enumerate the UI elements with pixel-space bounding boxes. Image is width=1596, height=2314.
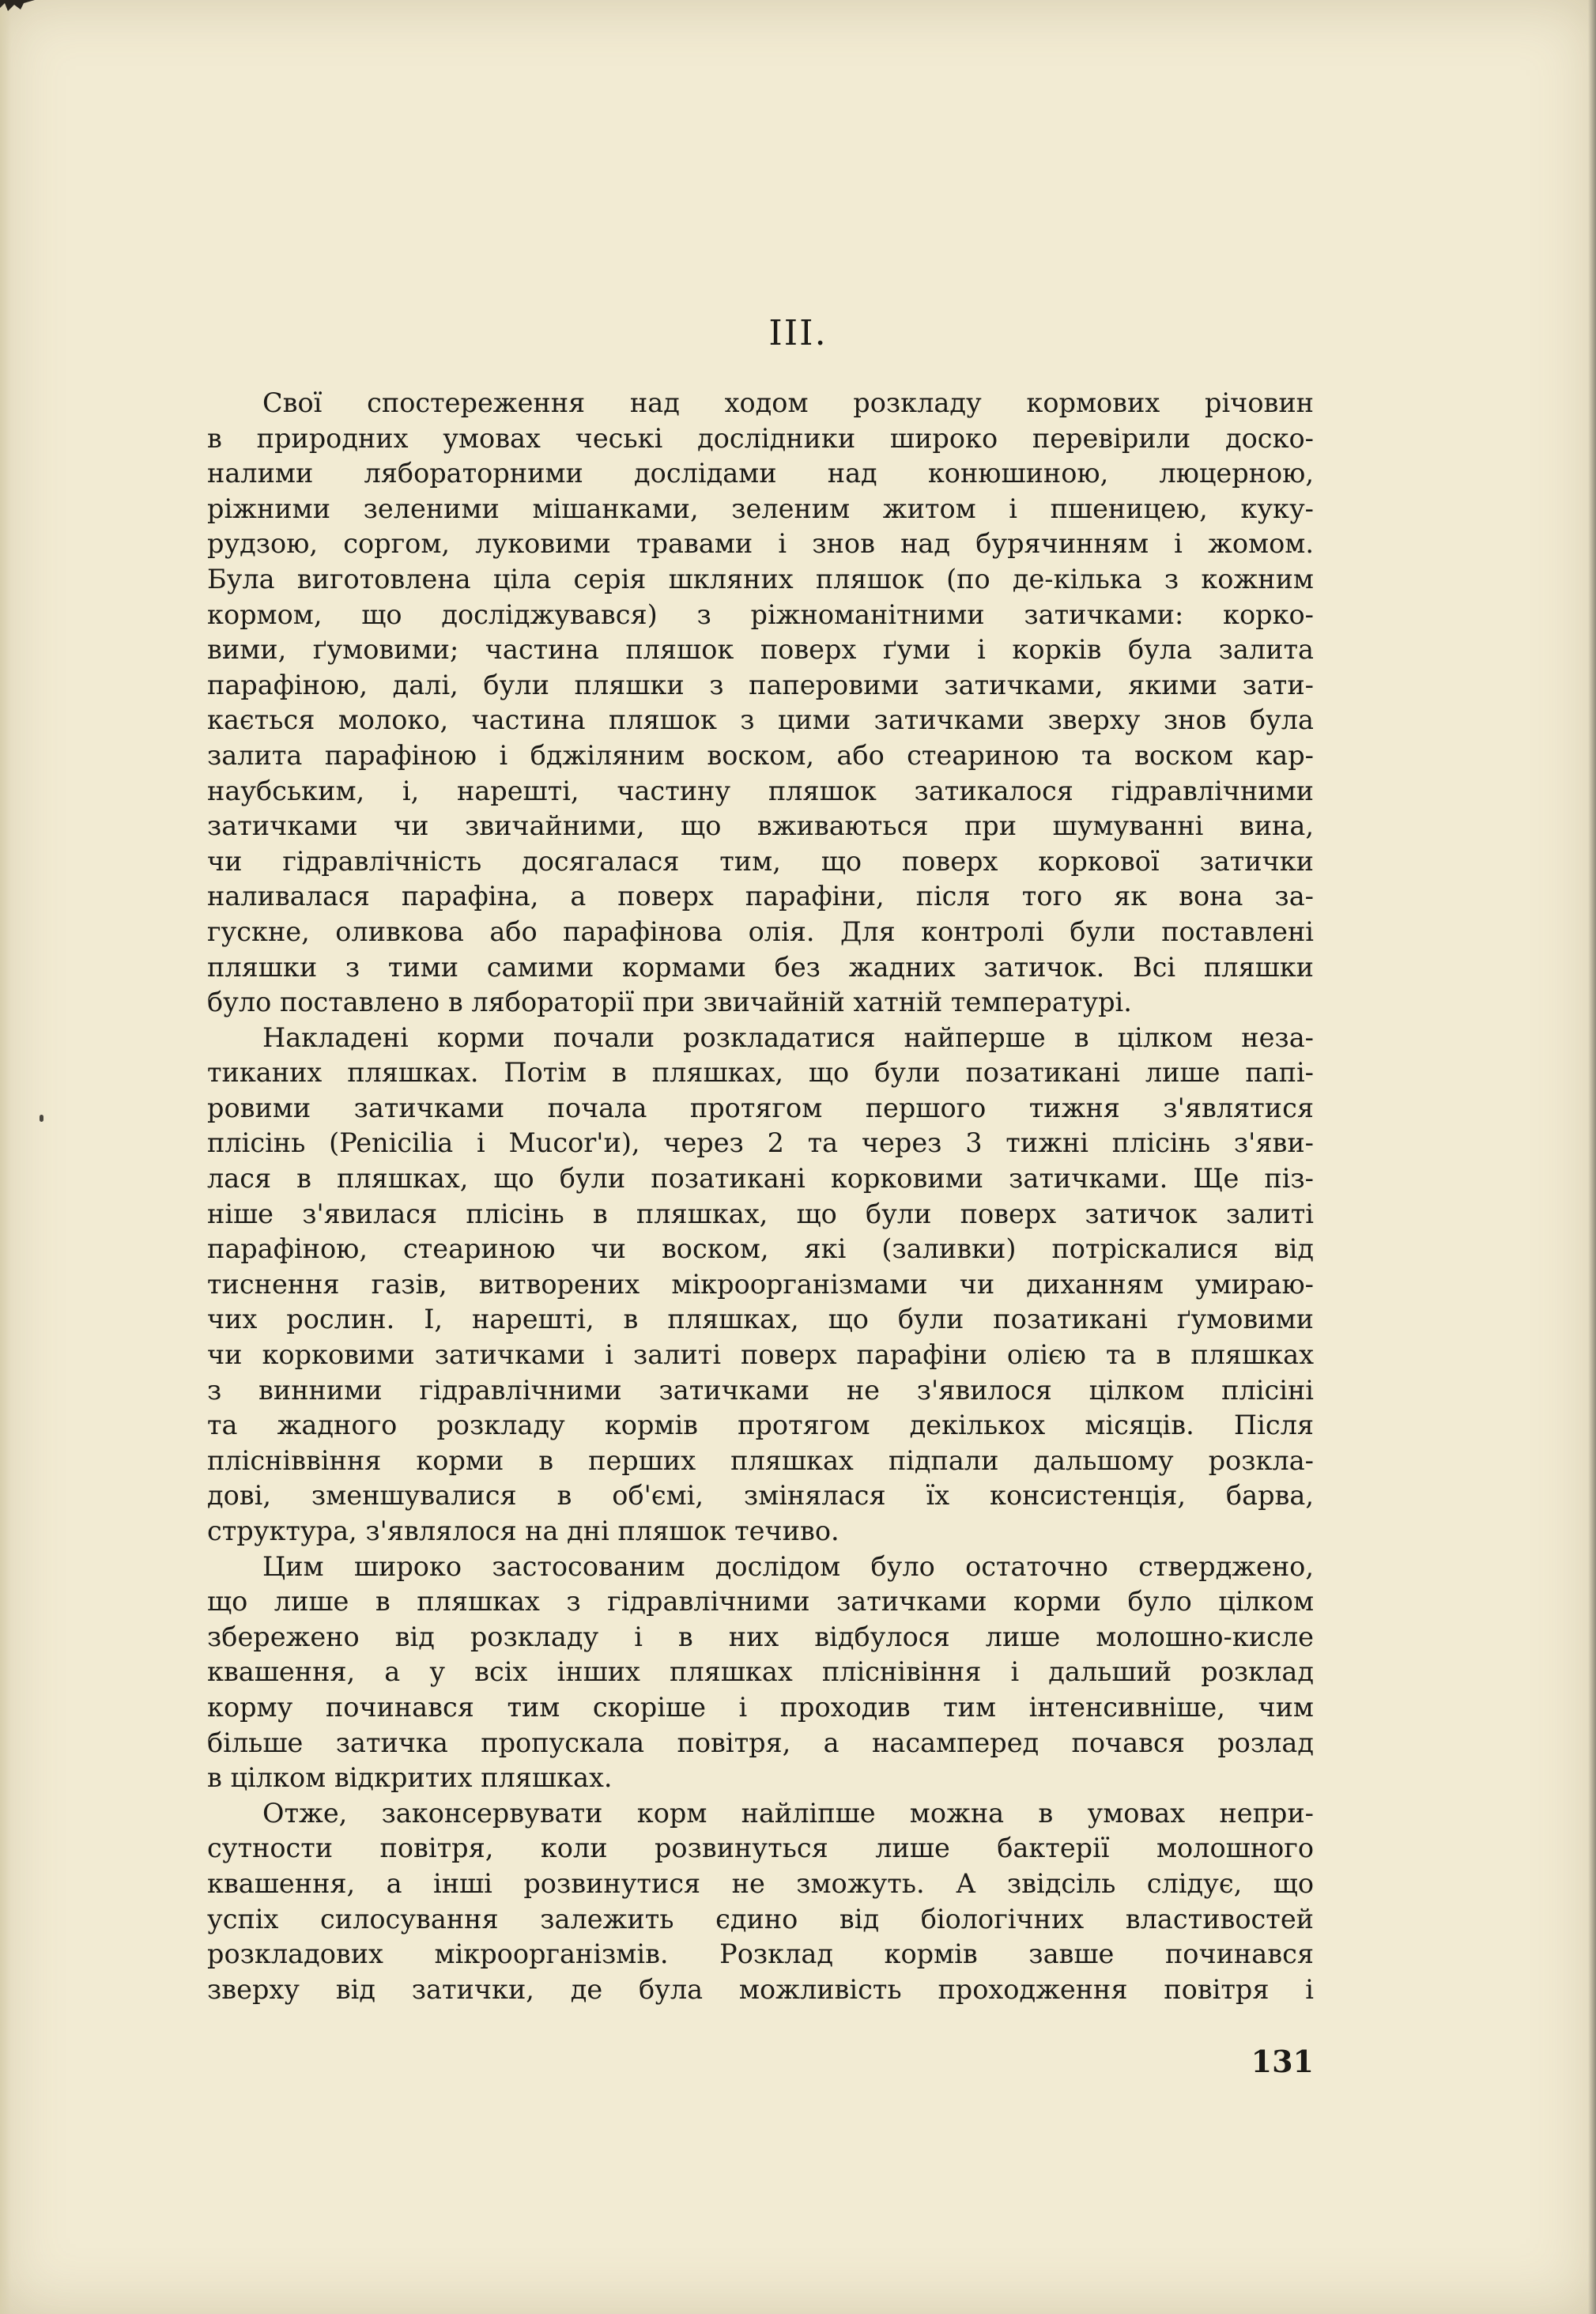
text-line: тиканих пляшках. Потім в пляшках, що були позатикані лише папі- [207, 1057, 1314, 1089]
text-line: парафіною, далі, були пляшки з паперовими затичками, якими зати- [207, 669, 1314, 700]
text-line: в цілком відкритих пляшках. [207, 1762, 613, 1794]
text-line: ніше з'явилася плісінь в пляшках, що були поверх затичок залиті [207, 1198, 1314, 1229]
text-line: Цим широко застосованим дослідом було остаточно стверджено, [262, 1550, 1314, 1582]
text-line: зверху від затички, де була можливість проходження повітря і [207, 1973, 1314, 2005]
text-line: більше затичка пропускала повітря, а насамперед почався розлад [207, 1727, 1314, 1758]
text-line: рудзою, соргом, луковими травами і знов над бурячинням і жомом. [207, 528, 1314, 560]
text-line: затичками чи звичайними, що вживаються при шумуванні вина, [207, 810, 1314, 842]
text-line: корму починався тим скоріше і проходив тим інтенсивніше, чим [207, 1691, 1314, 1723]
text-line: чи корковими затичками і залиті поверх парафіни олією та в пляшках [207, 1339, 1314, 1371]
text-line: Свої спостереження над ходом розкладу кормових річовин [262, 387, 1314, 418]
text-line: кормом, що досліджувався) з ріжноманітними затичками: корко- [207, 598, 1314, 630]
page-number: 131 [1251, 2044, 1314, 2079]
text-line: Накладені корми почали розкладатися найперше в цілком неза- [262, 1021, 1314, 1053]
text-line: вими, ґумовими; частина пляшок поверх ґуми і корків була залита [207, 634, 1314, 666]
text-line: пляшки з тими самими кормами без жадних затичок. Всі пляшки [207, 951, 1314, 983]
text-line: квашення, а інші розвинутися не зможуть. А звідсіль слідує, що [207, 1867, 1314, 1899]
body-text [207, 386, 1314, 2007]
text-line: успіх силосування залежить єдино від біологічних властивостей [207, 1903, 1314, 1935]
text-line: дові, зменшувалися в об'ємі, змінялася їх консистенція, барва, [207, 1480, 1314, 1512]
text-line: плісінь (Penicilia і Mucor'и), через 2 та через 3 тижні плісінь з'яви- [207, 1127, 1314, 1159]
text-line: квашення, а у всіх інших пляшках пліснівіння і дальший розклад [207, 1656, 1314, 1688]
text-line: парафіною, стеариною чи воском, які (заливки) потріскалися від [207, 1233, 1314, 1265]
text-line: Отже, законсервувати корм найліпше можна в умовах непри- [262, 1797, 1314, 1829]
text-line: було поставлено в ляборaторії при звичайній хатній температурі. [207, 987, 1132, 1018]
text-line: збережено від розкладу і в них відбулося лише молошно-кисле [207, 1621, 1314, 1652]
text-line: з винними гідравлічними затичками не з'явилося цілком плісіні [207, 1374, 1314, 1406]
text-line: чих рослин. І, нарешті, в пляшках, що були позатикані ґумовими [207, 1304, 1314, 1335]
text-line: що лише в пляшках з гідравлічними затичками корми було цілком [207, 1586, 1314, 1618]
text-line: гускне, оливкова або парафінова олія. Для контролі були поставлені [207, 915, 1314, 947]
text-line: структура, з'являлося на дні пляшок течиво. [207, 1516, 840, 1546]
text-line: наливалася парафіна, а поверх парафіни, після того як вона за- [207, 881, 1314, 912]
text-line: Була виготовлена ціла серія шкляних пляшок (по де-кілька з кожним [207, 563, 1314, 595]
text-line: ріжними зеленими мішанками, зеленим житом і пшеницею, куку- [207, 493, 1314, 524]
text-line: в природних умовах чеські дослідники широко перевірили доско- [207, 422, 1314, 454]
text-line: плісніввіння корми в перших пляшках підпали дальшому розкла- [207, 1444, 1314, 1476]
text-line: налими лябораторними дослідами над конюшиною, люцерною, [207, 458, 1314, 489]
text-line: тиснення газів, витворених мікроорганізмами чи диханням умираю- [207, 1268, 1314, 1300]
scan-speck [40, 1115, 43, 1122]
section-heading: III. [768, 313, 828, 353]
text-line: наубським, і, нарешті, частину пляшок затикалося гідравлічними [207, 775, 1314, 806]
text-line: кається молоко, частина пляшок з цими затичками зверху знов була [207, 704, 1314, 736]
text-line: сутности повітря, коли розвинуться лише бактерії молошного [207, 1833, 1314, 1864]
text-line: розкладових мікроорганізмів. Розклад кормів завше починався [207, 1938, 1314, 1970]
text-line: та жадного розкладу кормів протягом декількох місяців. Після [207, 1410, 1314, 1441]
scan-corner-mark [0, 0, 35, 22]
text-line: залита парафіною і бджіляним воском, або стеариною та воском кар- [207, 739, 1314, 771]
text-line: ровими затичками почала протягом першого тижня з'являтися [207, 1092, 1314, 1123]
text-line: лася в пляшках, що були позатикані корковими затичками. Ще піз- [207, 1163, 1314, 1195]
text-line: чи гідравлічність досягалася тим, що поверх коркової затички [207, 845, 1314, 877]
